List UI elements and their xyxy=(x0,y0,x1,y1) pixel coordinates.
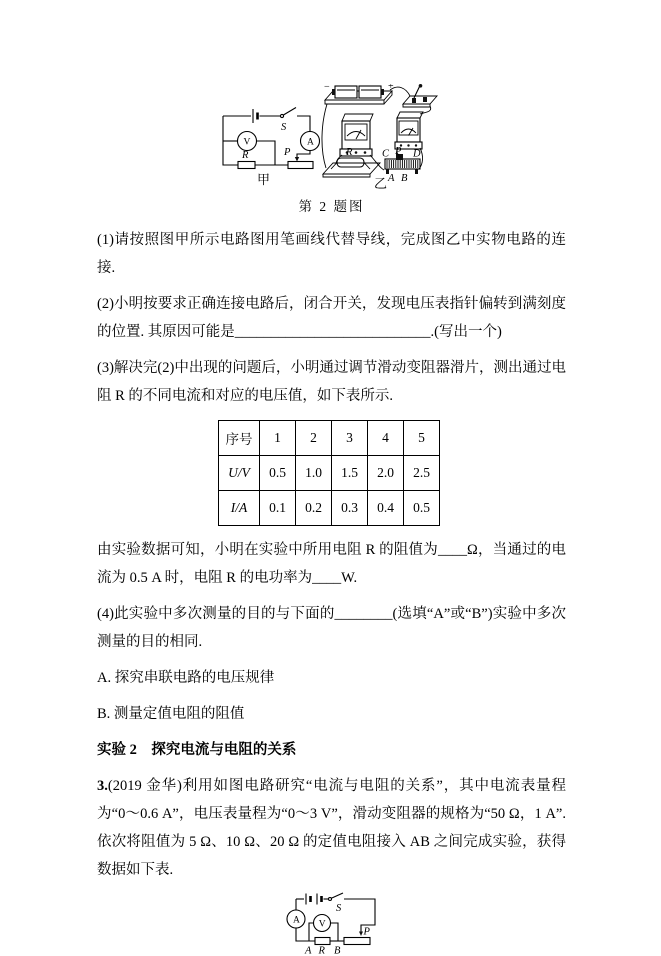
table-cell: I/A xyxy=(219,491,260,526)
figure-question2 xyxy=(195,84,566,196)
table-cell: 1 xyxy=(260,421,296,456)
resistor-label: R xyxy=(318,946,326,956)
battery-plus-label: + xyxy=(388,84,394,92)
measurement-table xyxy=(218,420,440,526)
knife-switch xyxy=(403,84,437,107)
table-row-index xyxy=(219,421,440,456)
table-row-current xyxy=(219,491,440,526)
resistor-label: R xyxy=(345,147,353,158)
circuit-wires xyxy=(223,108,320,169)
ammeter-instrument xyxy=(395,112,423,149)
ammeter-letter: A xyxy=(293,916,300,926)
switch-label: S xyxy=(336,903,342,914)
option-b: B. 测量定值电阻的阻值 xyxy=(97,700,566,728)
switch-pivot xyxy=(329,898,332,901)
subfigure-label-yi: 乙 xyxy=(374,176,387,191)
table-cell: 1.0 xyxy=(296,456,332,491)
node-a-label: A xyxy=(304,946,312,956)
question2-conclusion: 由实验数据可知，小明在实验中所用电阻 R 的阻值为____Ω，当通过的电流为 0.5 A 时，电阻 R 的电功率为____W. xyxy=(97,536,566,592)
option-a: A. 探究串联电路的电压规律 xyxy=(97,664,566,692)
table-cell: 4 xyxy=(368,421,404,456)
slider-label: P xyxy=(363,927,371,938)
table-cell: U/V xyxy=(219,456,260,491)
table-cell: 0.4 xyxy=(368,491,404,526)
table-cell: 0.2 xyxy=(296,491,332,526)
rheostat-terminal-a: A xyxy=(387,173,395,184)
table-row-voltage xyxy=(219,456,440,491)
question3-number: 3. xyxy=(97,778,108,794)
rheostat-symbol xyxy=(288,162,313,169)
table-cell: 2.0 xyxy=(368,456,404,491)
voltmeter-instrument xyxy=(340,114,373,156)
voltmeter-letter: V xyxy=(244,138,251,148)
subfigure-label-jia: 甲 xyxy=(257,172,270,187)
circuit-pictorial-yi xyxy=(320,84,470,194)
question3-text: (2019 金华)利用如图电路研究“电流与电阻的关系”，其中电流表量程为“0～0.6 A”，电压表量程为“0～3 V”，滑动变阻器的规格为“50 Ω，1 A”. 依次将阻值为 5 Ω、10 Ω、20 Ω 的定值电阻接入 AB 之间完成实验，获得数据如下表. xyxy=(97,778,566,878)
switch-label: S xyxy=(281,122,287,133)
table-cell: 0.3 xyxy=(332,491,368,526)
rheostat-terminal-b: B xyxy=(401,173,408,184)
resistor-symbol xyxy=(315,938,330,945)
question2-part1: (1)请按照图甲所示电路图用笔画线代替导线，完成图乙中实物电路的连接. xyxy=(97,226,566,282)
question2-part3: (3)解决完(2)中出现的问题后，小明通过调节滑动变阻器滑片，测出通过电阻 R 的不同电流和对应的电压值，如下表所示. xyxy=(97,354,566,410)
rheostat-terminal-d: D xyxy=(412,149,421,160)
circuit-wires xyxy=(287,893,375,945)
switch-pivot xyxy=(280,114,283,117)
figure-caption: 第 2 题图 xyxy=(97,198,566,216)
question2-part4: (4)此实验中多次测量的目的与下面的________(选填“A”或“B”)实验中多次测量的目的相同. xyxy=(97,600,566,656)
switch-lever xyxy=(283,108,296,116)
battery-minus-label: − xyxy=(324,84,330,93)
ammeter-letter: A xyxy=(307,138,314,148)
table-cell: 0.5 xyxy=(260,456,296,491)
resistor-on-stand xyxy=(323,158,380,177)
resistor-symbol xyxy=(238,162,255,169)
table-cell: 3 xyxy=(332,421,368,456)
rheostat-symbol xyxy=(344,938,370,945)
table-cell: 5 xyxy=(404,421,440,456)
node-b-label: B xyxy=(334,946,341,956)
table-cell: 1.5 xyxy=(332,456,368,491)
question3 xyxy=(97,772,566,884)
voltmeter-letter: V xyxy=(319,920,326,930)
experiment2-heading: 实验 2 探究电流与电阻的关系 xyxy=(97,736,566,764)
table-cell: 0.1 xyxy=(260,491,296,526)
slider-label: P xyxy=(283,147,291,158)
switch-lever xyxy=(331,893,343,898)
resistor-label: R xyxy=(241,150,249,161)
circuit-schematic-jia xyxy=(195,84,320,189)
table-cell: 序号 xyxy=(219,421,260,456)
rheostat-slider-p: P xyxy=(394,146,402,157)
question2-part2: (2)小明按要求正确连接电路后，闭合开关，发现电压表指针偏转到满刻度的位置. 其原因可能是___________________________.(写出一个) xyxy=(97,290,566,346)
circuit-schematic-question3 xyxy=(262,892,412,956)
table-cell: 0.5 xyxy=(404,491,440,526)
slider-arrow xyxy=(359,932,363,937)
rheostat-terminal-c: C xyxy=(382,149,390,160)
battery-pack xyxy=(325,86,392,104)
table-cell: 2 xyxy=(296,421,332,456)
table-cell: 2.5 xyxy=(404,456,440,491)
slider-arrow xyxy=(295,157,299,162)
